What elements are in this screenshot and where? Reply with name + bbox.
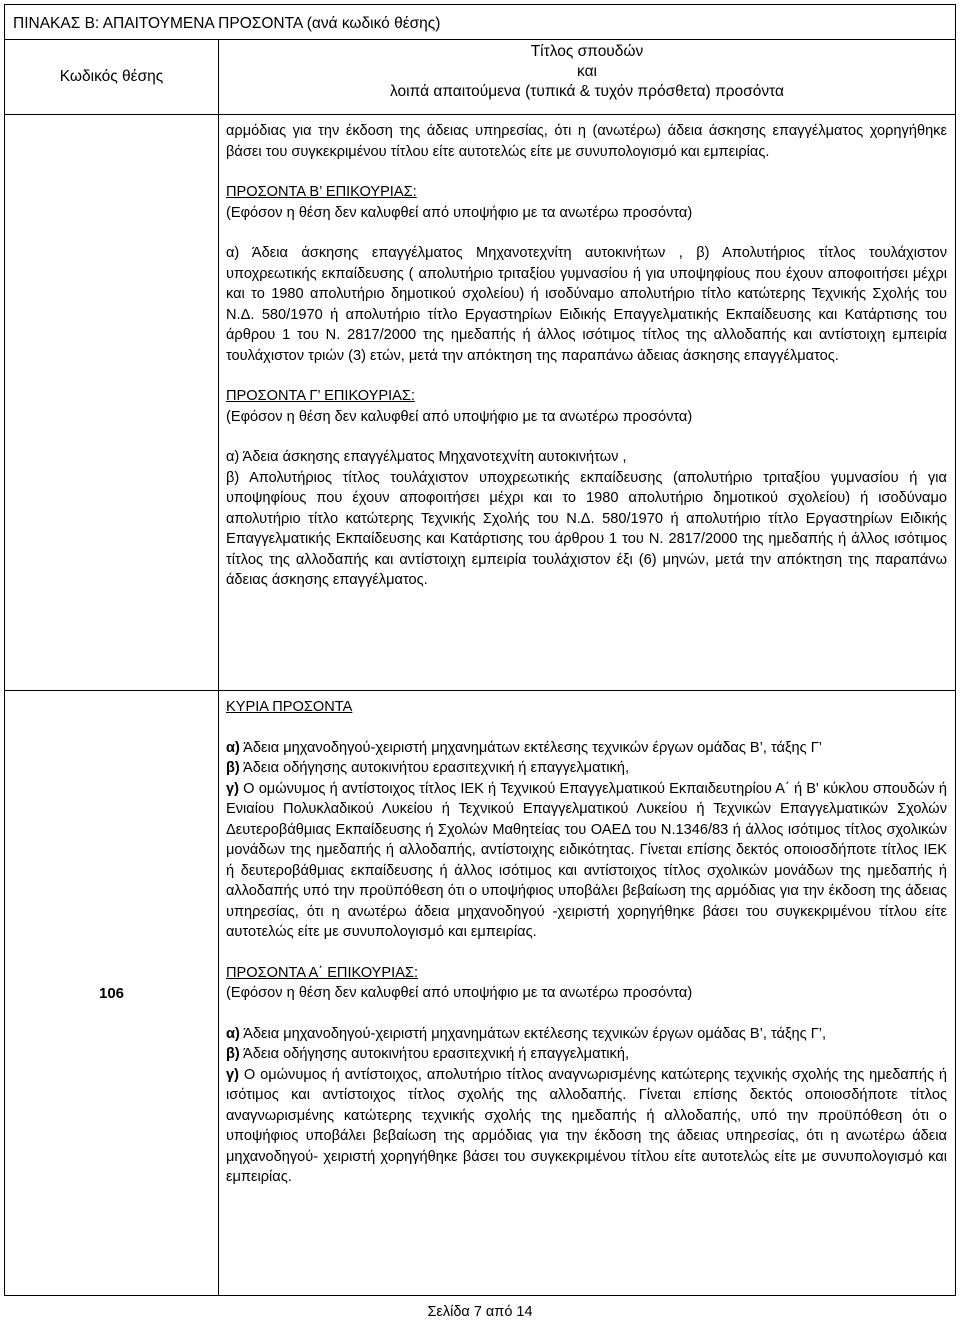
header-qualifications-column (219, 40, 956, 115)
section-heading-b-auxiliary: ΠΡΟΣΟΝΤΑ Β’ ΕΠΙΚΟΥΡΙΑΣ: (226, 184, 417, 200)
header-quals-line-3: λοιπά απαιτούμενα (τυπικά & τυχόν πρόσθετα) προσόντα (390, 83, 784, 100)
section-heading-a-auxiliary: ΠΡΟΣΟΝΤΑ Α΄ ΕΠΙΚΟΥΡΙΑΣ: (226, 964, 419, 981)
code-cell-continued (5, 115, 219, 691)
item-label: γ) (226, 780, 239, 797)
section-note: (Εφόσον η θέση δεν καλυφθεί από υποψήφιο με τα ανωτέρω προσόντα) (226, 204, 693, 221)
item-text: Άδεια οδήγησης αυτοκινήτου ερασιτεχνική ή επαγγελματική, (239, 1046, 629, 1062)
item-label: α) (226, 1025, 240, 1042)
main-item-b (226, 758, 947, 779)
item-text: Ο ομώνυμος ή αντίστοιχος, απολυτήριο τίτλος αναγνωρισμένης κατώτερης τεχνικής σχολής της ημεδαπής ή ισότιμος και αντίστοιχος τίτλος σχολής της αλλοδαπής. Γίνεται επίσης δεκτός οποιοσδήποτε τίτλος αναγνωρισμένης κατώτερης τεχνικής σχολής της ημεδαπής ή αλλοδαπής, υπό την προϋπόθεση ότι ο υποψήφιος υποβάλει βεβαίωση της αρμόδιας για την έκδοση της άδειας υπηρεσίας, ότι η ανωτέρω άδεια μηχανοδηγού- χειριστή χορηγήθηκε βάσει του συγκεκριμένου τίτλου είτε αυτοτελώς είτε με συνυπολογισμό και εμπειρίας. (226, 1066, 947, 1185)
position-code: 106 (5, 691, 219, 1296)
c-auxiliary-item-a: α) Άδεια άσκησης επαγγέλματος Μηχανοτεχνίτη αυτοκινήτων , (226, 449, 627, 465)
item-text: Άδεια οδήγησης αυτοκινήτου ερασιτεχνική ή επαγγελματική, (239, 760, 629, 776)
item-text: Ο ομώνυμος ή αντίστοιχος τίτλος ΙΕΚ ή Τεχνικού Επαγγελματικού Εκπαιδευτηρίου Α΄ ή Β' κύκλου σπουδών ή Ενιαίου Πολυκλαδικού Λυκείου ή Τεχνικού Επαγγελματικού Λυκείου ή Τεχνικών Επαγγελματικών Σχολών Δευτεροβάθμιας Εκπαίδευσης ή Σχολών Μαθητείας του ΟΑΕΔ του Ν.1346/83 ή άλλος ισότιμος τίτλος σχολικών μονάδων της ημεδαπής ή αλλοδαπής, αντίστοιχης ειδικότητας. Γίνεται επίσης δεκτός οποιοσδήποτε τίτλος ΙΕΚ ή δευτεροβάθμιας εκπαίδευσης ή άλλος ισότιμος και αντίστοιχος τίτλος σχολικών μονάδων της ημεδαπής ή αλλοδαπής υπό την προϋπόθεση ότι ο υποψήφιος υποβάλει βεβαίωση της αρμόδιας για την έκδοση της άδειας υπηρεσίας, ότι η ανωτέρω άδεια μηχανοδηγού -χειριστή χορηγήθηκε βάσει του συγκεκριμένου τίτλου είτε αυτοτελώς είτε με συνυπολογισμό και εμπειρίας. (226, 780, 947, 940)
table-title: ΠΙΝΑΚΑΣ Β: ΑΠΑΙΤΟΥΜΕΝΑ ΠΡΟΣΟΝΤΑ (ανά κωδικό θέσης) (13, 15, 441, 32)
item-label: β) (226, 760, 240, 776)
header-code-column: Κωδικός θέσης (5, 40, 219, 115)
page-footer: Σελίδα 7 από 14 (427, 1304, 533, 1320)
requirements-table (4, 4, 956, 1296)
header-quals-line-1: Τίτλος σπουδών (530, 43, 644, 60)
section-heading-c-auxiliary: ΠΡΟΣΟΝΤΑ Γ’ ΕΠΙΚΟΥΡΙΑΣ: (226, 388, 415, 404)
section-note: (Εφόσον η θέση δεν καλυφθεί από υποψήφιο με τα ανωτέρω προσόντα) (226, 408, 693, 425)
item-label: α) (226, 739, 240, 756)
section-note: (Εφόσον η θέση δεν καλυφθεί από υποψήφιο με τα ανωτέρω προσόντα) (226, 985, 693, 1001)
main-item-c (226, 779, 947, 943)
main-item-a (226, 738, 947, 759)
item-text: Άδεια μηχανοδηγού-χειριστή μηχανημάτων εκτέλεσης τεχνικών έργων ομάδας Β’, τάξης Γ’, (239, 1025, 827, 1042)
item-text: Άδεια μηχανοδηγού-χειριστή μηχανημάτων εκτέλεσης τεχνικών έργων ομάδας Β’, τάξης Γ’ (239, 739, 823, 756)
item-label: β) (226, 1046, 240, 1062)
a-auxiliary-item-b (226, 1044, 947, 1065)
b-auxiliary-text: α) Άδεια άσκησης επαγγέλματος Μηχανοτεχνίτη αυτοκινήτων , β) Απολυτήριος τίτλος τουλάχιστον υποχρεωτικής εκπαίδευσης ( απολυτήριο τριταξίου γυμνασίου ή για υποψηφίους που έχουν αποφοιτήσει μέχρι και το 1980 απολυτήριο δημοτικού σχολείου) ή ισοδύναμο απολυτήριο τίτλο κατώτερης Τεχνικής Σχολής του Ν.Δ. 580/1970 ή απολυτήριο τίτλο Εργαστηρίων Ειδικής Επαγγελματικής Εκπαίδευσης και Κατάρτισης του άρθρου 1 του Ν. 2817/2000 της ημεδαπής ή άλλος ισότιμος τίτλος της αλλοδαπής και αντίστοιχη εμπειρία τουλάχιστον τριών (3) ετών, μετά την απόκτηση της παραπάνω άδειας άσκησης επαγγέλματος. (226, 245, 947, 364)
paragraph-continued: αρμόδιας για την έκδοση της άδειας υπηρεσίας, ότι η (ανωτέρω) άδεια άσκησης επαγγέλματος χορηγήθηκε βάσει του συγκεκριμένου τίτλου είτε αυτοτελώς είτε με συνυπολογισμό και εμπειρίας. (226, 123, 947, 160)
qualifications-cell-106 (219, 691, 956, 1296)
qualifications-cell-continued (219, 115, 956, 691)
section-heading-main: ΚΥΡΙΑ ΠΡΟΣΟΝΤΑ (226, 699, 353, 715)
a-auxiliary-item-a (226, 1024, 947, 1045)
c-auxiliary-item-b: β) Απολυτήριος τίτλος τουλάχιστον υποχρεωτικής εκπαίδευσης (απολυτήριο τριταξίου γυμνασίου ή για υποψηφίους που έχουν αποφοιτήσει μέχρι και το 1980 απολυτήριο δημοτικού σχολείου) ή ισοδύναμο απολυτήριο τίτλο κατώτερης Τεχνικής Σχολής του Ν.Δ. 580/1970 ή απολυτήριο τίτλο Εργαστηρίων Ειδικής Επαγγελματικής Εκπαίδευσης και Κατάρτισης του άρθρου 1 του Ν. 2817/2000 της ημεδαπής ή άλλος ισότιμος τίτλος της αλλοδαπής και αντίστοιχη εμπειρία τουλάχιστον έξι (6) μηνών, μετά την απόκτηση της παραπάνω άδειας άσκησης επαγγέλματος. (226, 469, 947, 588)
item-label: γ) (226, 1066, 239, 1083)
a-auxiliary-item-c (226, 1065, 947, 1188)
header-quals-line-2: και (577, 63, 597, 80)
table-title-cell (5, 5, 956, 40)
